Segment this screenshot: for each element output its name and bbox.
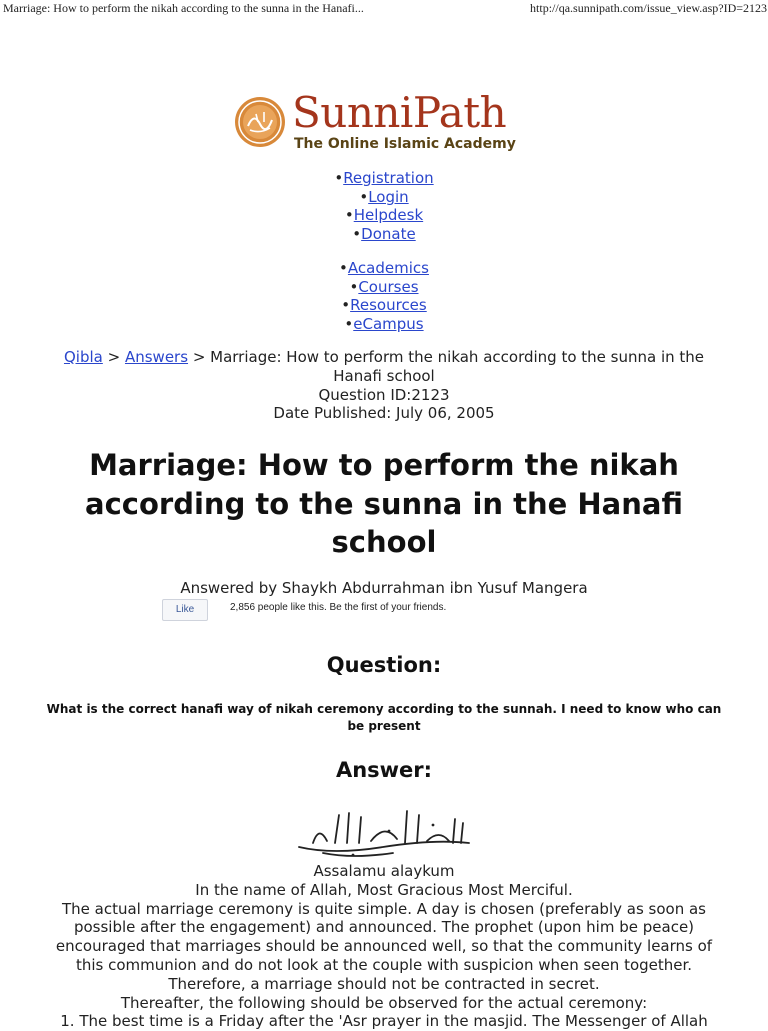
answer-author: Answered by Shaykh Abdurrahman ibn Yusuf Mangera [180, 579, 588, 597]
nav-item-ecampus [0, 315, 768, 334]
answer-heading: Answer: [335, 758, 433, 782]
answer-line: 1. The best time is a Friday after the 'Asr prayer in the masjid. The Messenger of Allah [60, 1012, 708, 1031]
logo-name: SunniPath [292, 88, 507, 137]
secondary-nav [0, 259, 768, 334]
print-page-title: Marriage: How to perform the nikah according to the sunna in the Hanafi... [3, 1, 364, 15]
registration-link[interactable]: Registration [343, 169, 434, 187]
breadcrumb [46, 348, 722, 386]
question-heading: Question: [326, 653, 442, 677]
breadcrumb-block [46, 348, 722, 423]
donate-link[interactable]: Donate [361, 225, 416, 244]
like-button[interactable]: Like [162, 599, 208, 621]
calligraphy-seal-icon [234, 96, 286, 148]
breadcrumb-separator: > [107, 348, 121, 366]
answer-line: Assalamu alaykum [313, 862, 455, 880]
nav-item-helpdesk [0, 206, 768, 225]
courses-link[interactable]: Courses [358, 277, 419, 296]
sunnipath-logo[interactable] [234, 88, 524, 158]
question-text: What is the correct hanafi way of nikah ceremony according to the sunnah. I need to know who can be present [46, 702, 722, 733]
nav-item-academics [0, 259, 768, 278]
answer-body [40, 862, 728, 1031]
page-title: Marriage: How to perform the nikah according to the sunna in the Hanafi school [85, 448, 683, 559]
nav-item-login [0, 188, 768, 207]
breadcrumb-current: > Marriage: How to perform the nikah according to the sunna in the Hanafi school [192, 348, 705, 385]
nav-item-resources [0, 296, 768, 315]
login-link[interactable]: Login [368, 187, 409, 206]
print-header [0, 0, 768, 20]
basmala-calligraphy-icon [293, 803, 473, 859]
resources-link[interactable]: Resources [350, 296, 427, 315]
like-count-text: 2,856 people like this. Be the first of your friends. [230, 602, 447, 613]
logo-tagline: The Online Islamic Academy [294, 136, 516, 152]
academics-link[interactable]: Academics [347, 259, 429, 277]
nav-item-registration [0, 169, 768, 188]
date-published: Date Published: July 06, 2005 [273, 404, 495, 423]
print-page-url: http://qa.sunnipath.com/issue_view.asp?ID=2123 [530, 1, 767, 15]
question-id: Question ID:2123 [318, 385, 450, 404]
breadcrumb-answers-link[interactable]: Answers [124, 348, 189, 366]
answer-line: Thereafter, the following should be observed for the actual ceremony: [120, 993, 648, 1012]
nav-item-courses [0, 278, 768, 297]
helpdesk-link[interactable]: Helpdesk [353, 206, 424, 225]
answer-paragraph: The actual marriage ceremony is quite simple. A day is chosen (preferably as soon as possible after the engagement) and announced. The prophet (upon him be peace) encouraged that marriages should be announced well, so that the community learns of this communion and do not look at the couple with suspicion when seen together. Therefore, a marriage should not be contracted in secret. [55, 899, 713, 993]
nav-item-donate [0, 225, 768, 244]
breadcrumb-qibla-link[interactable]: Qibla [63, 348, 103, 366]
answer-line: In the name of Allah, Most Gracious Most Merciful. [195, 880, 573, 899]
ecampus-link[interactable]: eCampus [353, 315, 424, 334]
primary-nav [0, 169, 768, 244]
